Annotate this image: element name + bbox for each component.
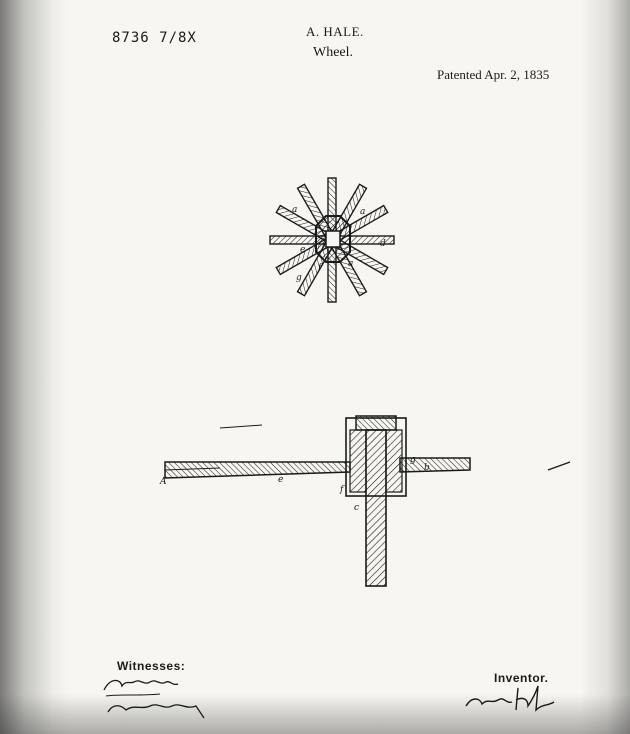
svg-text:f: f: [340, 485, 344, 495]
svg-text:d: d: [380, 239, 386, 249]
inventor-signature: [462, 682, 562, 722]
svg-text:g: g: [296, 273, 302, 283]
witness-signatures: [100, 672, 220, 724]
svg-text:e: e: [300, 245, 306, 255]
svg-text:c: c: [354, 503, 360, 513]
svg-text:f: f: [318, 263, 322, 273]
inventor-label: Inventor.: [494, 671, 549, 685]
wheel-section-figure: [159, 416, 570, 586]
inventor-name-heading: A. HALE.: [306, 24, 364, 39]
svg-text:A: A: [160, 477, 167, 487]
svg-text:a: a: [348, 259, 354, 269]
svg-text:a: a: [292, 205, 298, 215]
svg-text:e: e: [278, 475, 284, 485]
patent-date: Patented Apr. 2, 1835: [437, 67, 550, 82]
witnesses-label: Witnesses:: [117, 659, 186, 673]
svg-text:g: g: [410, 455, 416, 465]
patent-title: Wheel.: [313, 45, 354, 60]
svg-text:b: b: [424, 463, 430, 473]
svg-text:a: a: [360, 207, 366, 217]
patent-serial-number: 8736 7/8X: [112, 30, 197, 46]
wheel-end-view-figure: [270, 178, 394, 302]
